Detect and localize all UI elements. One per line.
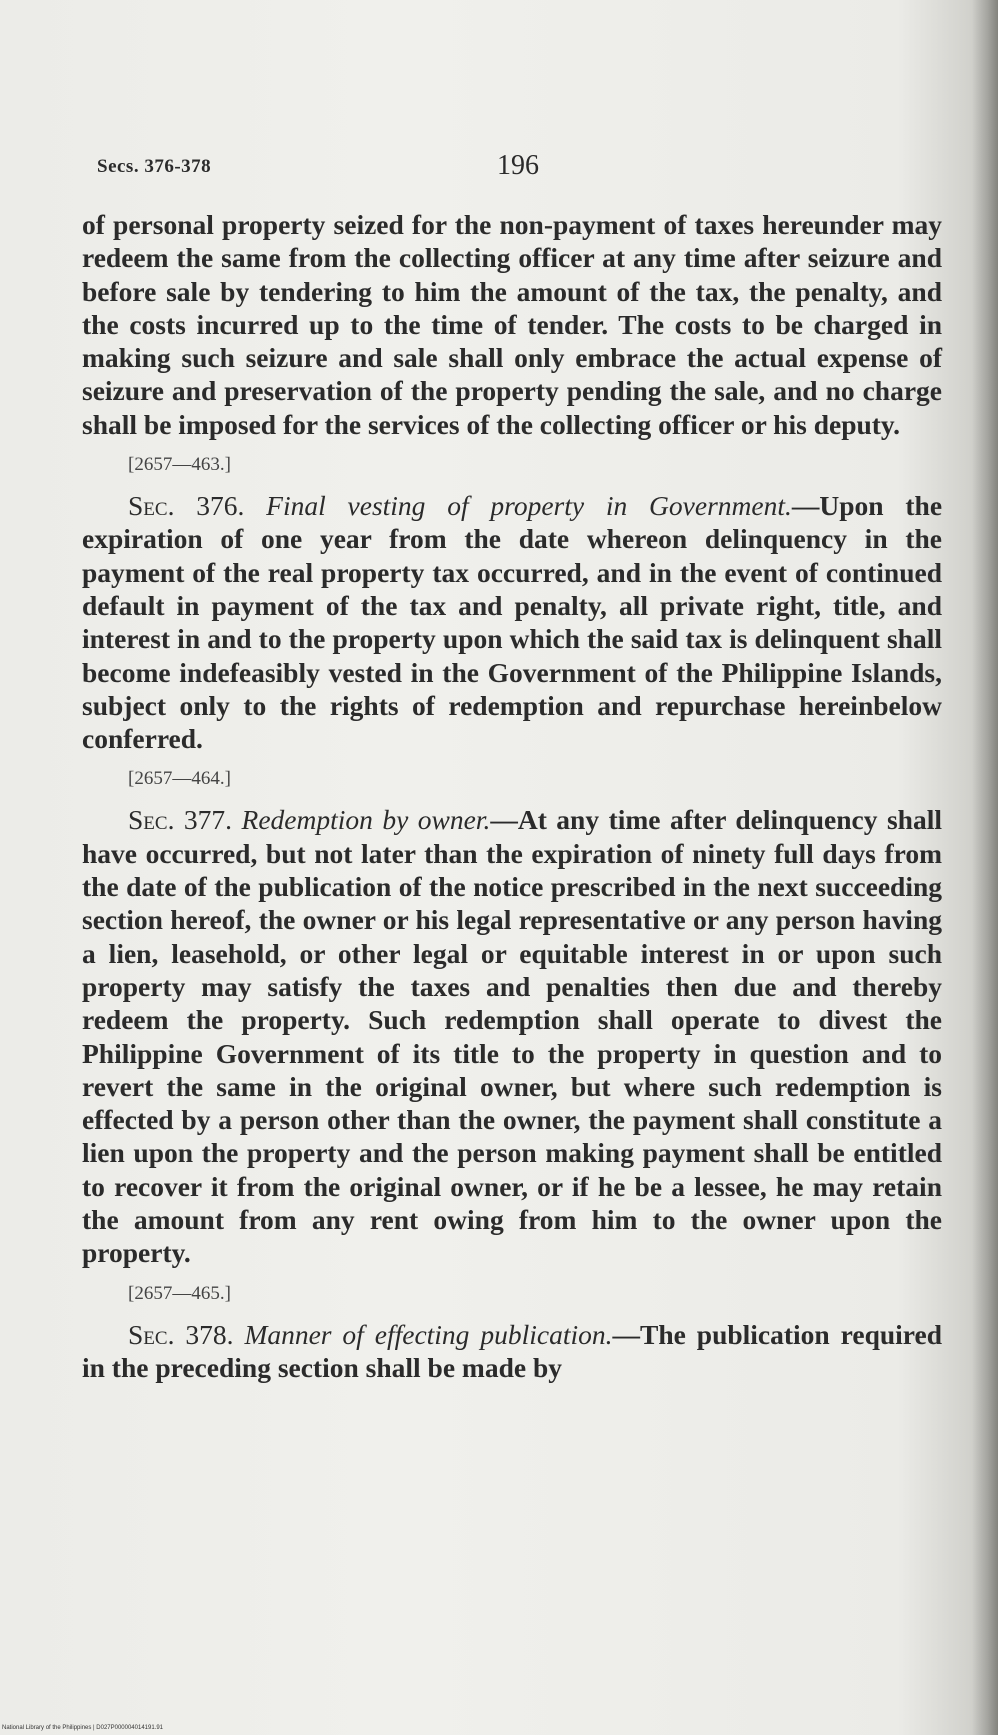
statute-citation: [2657—464.] [128,768,231,790]
statute-citation: [2657—465.] [128,1282,231,1304]
section-range-header: Secs. 376-378 [97,156,212,177]
section-label: Sec. 378. [128,1318,234,1350]
scan-source-footer: National Library of the Philippines | D027P000004014191.91 [2,1725,164,1731]
section-paragraph [82,1318,942,1385]
em-dash: — [791,490,820,522]
section-title: Final vesting of property in Government. [266,490,792,522]
section-label: Sec. 377. [128,804,233,836]
section-378 [82,1282,942,1385]
em-dash: — [490,804,518,836]
section-label: Sec. 376. [128,490,245,522]
section-body: The publication required in the preceding section shall be made by [82,1318,943,1383]
statute-citation: [2657—463.] [128,454,231,476]
section-376 [82,453,942,755]
page-edge-shadow [972,0,998,1735]
section-body: Upon the expiration of one year from the date whereon delinquency in the payment of the real property tax occurred, and in the event of continued default in payment of the tax and penalty, all private right, title, and interest in and to the property upon which the said tax is delinquent shall become indefeasibly vested in the Government of the Philippine Islands, subject only to the rights of redemption and repurchase hereinbelow conferred. [82,490,943,755]
em-dash: — [612,1318,640,1350]
section-paragraph [82,489,942,755]
opening-paragraph: of personal property seized for the non-payment of taxes hereunder may redeem the same from the collecting officer at any time after seizure and before sale by tendering to him the amount of the tax, the penalty, and the costs incurred up to the time of tender. The costs to be charged in making such seizure and sale shall only embrace the actual expense of seizure and preservation of the property pending the sale, and no charge shall be imposed for the services of the collecting officer or his deputy. [82,209,942,440]
section-body: At any time after delinquency shall have occurred, but not later than the expiration of ninety full days from the date of the publication of the notice prescribed in the next succeeding section hereof, the owner or his legal representative or any person having a lien, leasehold, or other legal or equitable interest in or upon such property may satisfy the taxes and penalties then due and thereby redeem the property. Such redemption shall operate to divest the Philippine Government of its title to the property in question and to revert the same in the original owner, but where such redemption is effected by a person other than the owner, the payment shall constitute a lien upon the property and the person making payment shall be entitled to recover it from the original owner, or if he be a lessee, he may retain the amount from any rent owing from him to the owner upon the property. [82,804,942,1269]
section-377 [82,767,942,1269]
section-title: Redemption by owner. [241,804,491,836]
section-title: Manner of effecting publication. [244,1318,613,1350]
text-body [82,208,942,1384]
page-number: 196 [497,150,539,181]
section-paragraph [82,803,942,1269]
running-head [97,150,942,186]
